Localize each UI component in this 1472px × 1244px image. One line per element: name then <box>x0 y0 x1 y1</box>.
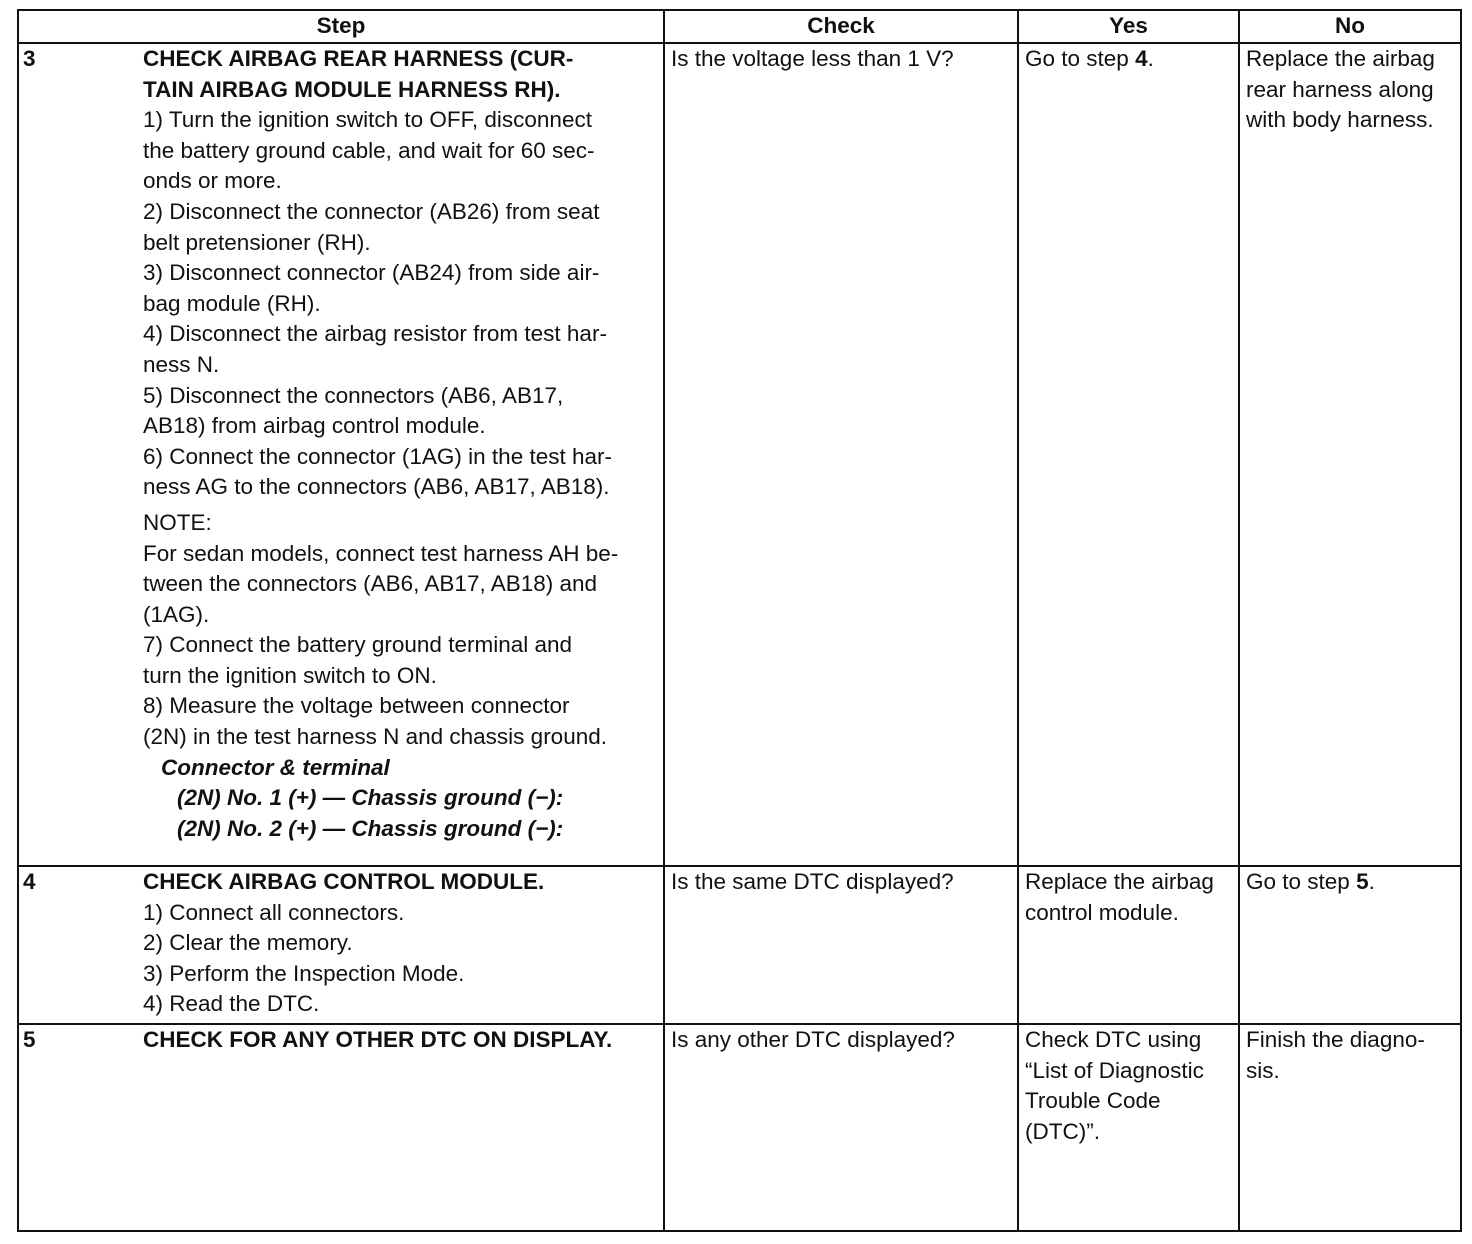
instruction-line: onds or more. <box>143 168 282 194</box>
instruction-line: 8) Measure the voltage between connector <box>143 693 570 719</box>
step-cell-5 <box>18 1024 664 1231</box>
note-label: NOTE: <box>143 509 212 535</box>
instruction-line: 4) Read the DTC. <box>143 991 320 1017</box>
instruction-line: the battery ground cable, and wait for 60 sec- <box>143 137 595 163</box>
connector-terminal-line: (2N) No. 1 (+) — Chassis ground (−): <box>177 785 564 811</box>
step-title-line: CHECK AIRBAG CONTROL MODULE. <box>143 869 545 894</box>
instruction-line: ness N. <box>143 351 220 377</box>
yes-line: control module. <box>1025 899 1179 925</box>
header-step: Step <box>18 10 664 43</box>
instruction-line: 7) Connect the battery ground terminal and <box>143 632 573 658</box>
yes-line: Replace the airbag <box>1025 869 1214 894</box>
step-number: 5 <box>23 1027 36 1052</box>
instruction-line: 6) Connect the connector (1AG) in the test har- <box>143 443 612 469</box>
no-text-suffix: . <box>1368 869 1375 894</box>
instruction-line: belt pretensioner (RH). <box>143 229 371 255</box>
instruction-line: 3) Perform the Inspection Mode. <box>143 960 465 986</box>
table-row-step-3 <box>18 43 1461 866</box>
table-row-step-4 <box>18 866 1461 1024</box>
instruction-line: 1) Turn the ignition switch to OFF, disconnect <box>143 107 592 133</box>
connector-terminal-title: Connector & terminal <box>161 754 390 780</box>
yes-line: (DTC)”. <box>1025 1118 1100 1144</box>
check-cell-5: Is any other DTC displayed? <box>664 1024 1018 1231</box>
no-line: Finish the diagno- <box>1246 1027 1425 1052</box>
step-link-number: 4 <box>1135 46 1148 71</box>
table-row-step-5 <box>18 1024 1461 1231</box>
note-line: tween the connectors (AB6, AB17, AB18) and <box>143 571 598 597</box>
instruction-line: 2) Clear the memory. <box>143 930 353 956</box>
step-title-line: CHECK AIRBAG REAR HARNESS (CUR- <box>143 46 574 71</box>
instruction-line: turn the ignition switch to ON. <box>143 662 437 688</box>
step-title-line: CHECK FOR ANY OTHER DTC ON DISPLAY. <box>143 1027 613 1052</box>
instruction-line: 5) Disconnect the connectors (AB6, AB17, <box>143 382 564 408</box>
no-cell-3 <box>1239 43 1461 866</box>
instruction-line: (2N) in the test harness N and chassis ground. <box>143 724 607 750</box>
instruction-line: 4) Disconnect the airbag resistor from test har- <box>143 321 607 347</box>
instruction-line: 1) Connect all connectors. <box>143 899 405 925</box>
no-cell-5 <box>1239 1024 1461 1231</box>
instruction-line: 3) Disconnect connector (AB24) from side air- <box>143 260 600 286</box>
step-link-number: 5 <box>1356 869 1369 894</box>
instruction-line: 2) Disconnect the connector (AB26) from seat <box>143 198 600 224</box>
instruction-line: AB18) from airbag control module. <box>143 413 486 439</box>
no-line: rear harness along <box>1246 76 1434 102</box>
header-check: Check <box>664 10 1018 43</box>
yes-line: Check DTC using <box>1025 1027 1202 1052</box>
diagnostic-table <box>17 9 1462 1232</box>
instruction-line: bag module (RH). <box>143 290 321 316</box>
instruction-line: ness AG to the connectors (AB6, AB17, AB18). <box>143 474 610 500</box>
note-line: For sedan models, connect test harness AH be- <box>143 540 619 566</box>
step-number: 4 <box>23 869 36 894</box>
no-line: with body harness. <box>1246 107 1434 133</box>
step-cell-4 <box>18 866 664 1024</box>
yes-line: “List of Diagnostic <box>1025 1057 1204 1083</box>
yes-line: Trouble Code <box>1025 1088 1161 1114</box>
step-cell-3 <box>18 43 664 866</box>
header-yes: Yes <box>1018 10 1239 43</box>
note-line: (1AG). <box>143 601 210 627</box>
check-cell-3: Is the voltage less than 1 V? <box>664 43 1018 866</box>
no-line: sis. <box>1246 1057 1280 1083</box>
connector-terminal-line: (2N) No. 2 (+) — Chassis ground (−): <box>177 815 564 841</box>
step-title-line: TAIN AIRBAG MODULE HARNESS RH). <box>143 76 561 102</box>
no-text: Go to step <box>1246 869 1357 894</box>
no-line: Replace the airbag <box>1246 46 1435 71</box>
yes-text-suffix: . <box>1147 46 1154 71</box>
step-number: 3 <box>23 46 36 71</box>
yes-cell-5 <box>1018 1024 1239 1231</box>
yes-cell-4 <box>1018 866 1239 1024</box>
check-cell-4: Is the same DTC displayed? <box>664 866 1018 1024</box>
header-row <box>18 10 1461 43</box>
yes-text: Go to step <box>1025 46 1136 71</box>
yes-cell-3 <box>1018 43 1239 866</box>
header-no: No <box>1239 10 1461 43</box>
no-cell-4 <box>1239 866 1461 1024</box>
